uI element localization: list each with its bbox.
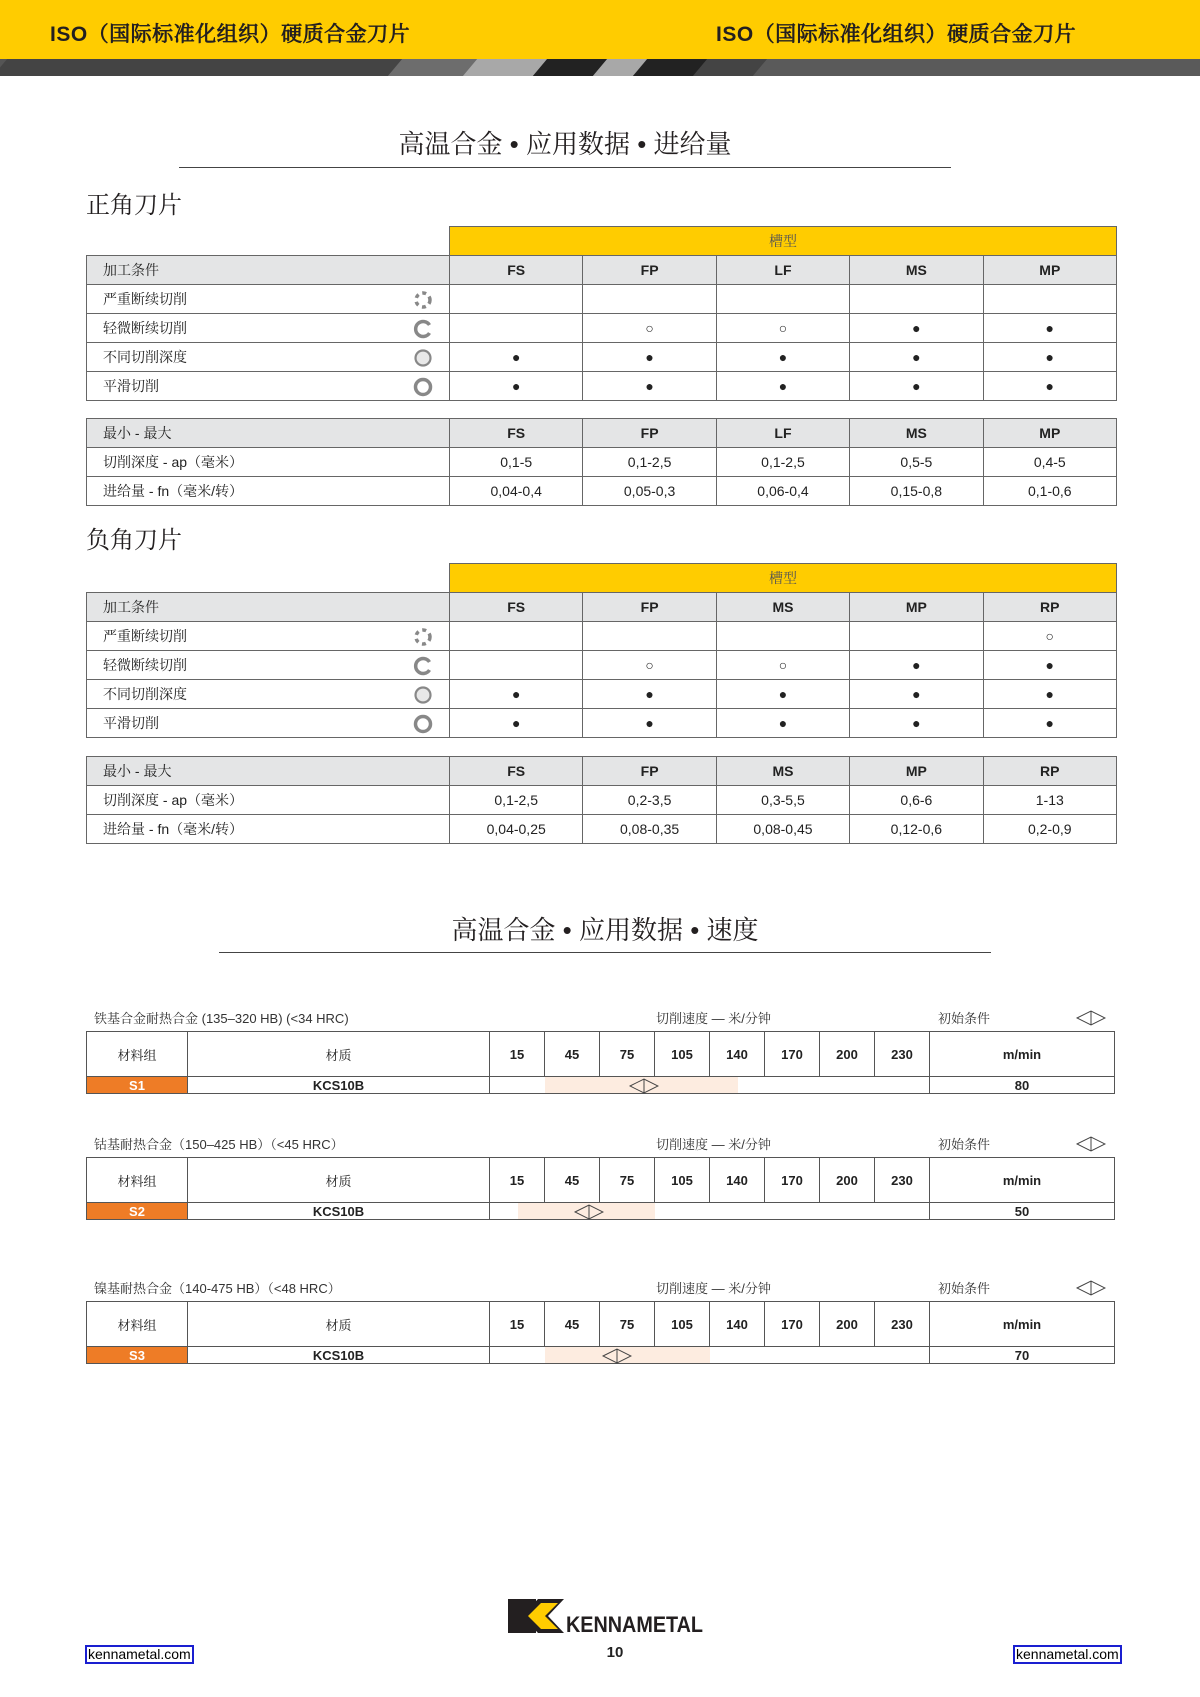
range-value: 0,04-0,4 bbox=[450, 477, 583, 506]
varying-depth-cut-icon bbox=[413, 348, 433, 368]
speed-tick: 170 bbox=[765, 1032, 820, 1077]
range-value: 0,5-5 bbox=[850, 448, 983, 477]
suitability-cell: ● bbox=[983, 709, 1116, 738]
negative-inserts-title: 负角刀片 bbox=[86, 527, 182, 554]
speed-tick: 200 bbox=[820, 1032, 875, 1077]
range-header: 最小 - 最大 bbox=[87, 419, 450, 448]
start-condition-diamond-icon bbox=[1076, 1280, 1106, 1296]
column-header: FP bbox=[583, 593, 716, 622]
suitability-cell: ● bbox=[850, 372, 983, 401]
start-speed-diamond-icon bbox=[574, 1204, 604, 1220]
suitability-cell: ● bbox=[850, 651, 983, 680]
material-title: 钴基耐热合金（150–425 HB）（<45 HRC） bbox=[94, 1137, 344, 1152]
conditions-header: 加工条件 bbox=[87, 256, 450, 285]
range-label: 进给量 - fn（毫米/转） bbox=[87, 477, 450, 506]
column-header: MP bbox=[983, 256, 1116, 285]
positive-conditions-table bbox=[86, 226, 1117, 401]
group-header: 材料组 bbox=[87, 1032, 188, 1077]
condition-row bbox=[87, 343, 1117, 372]
column-header: RP bbox=[983, 593, 1116, 622]
condition-row bbox=[87, 651, 1117, 680]
heavy-interrupted-cut-icon bbox=[413, 290, 433, 310]
suitability-cell: ● bbox=[583, 709, 716, 738]
speed-table bbox=[86, 1031, 1115, 1094]
speed-tick: 75 bbox=[600, 1032, 655, 1077]
feed-section-title: 高温合金 • 应用数据 • 进给量 bbox=[398, 129, 732, 159]
column-header: FP bbox=[583, 256, 716, 285]
speed-tick: 15 bbox=[490, 1032, 545, 1077]
column-header: RP bbox=[983, 757, 1116, 786]
suitability-cell: ● bbox=[716, 343, 849, 372]
speed-tick: 105 bbox=[655, 1032, 710, 1077]
smooth-cut-icon bbox=[413, 714, 433, 734]
grade-header: 材质 bbox=[188, 1302, 490, 1347]
group-header: 材料组 bbox=[87, 1302, 188, 1347]
suitability-cell bbox=[850, 622, 983, 651]
suitability-cell: ● bbox=[850, 709, 983, 738]
speed-tick: 200 bbox=[820, 1158, 875, 1203]
speed-tick: 45 bbox=[545, 1158, 600, 1203]
range-row bbox=[87, 448, 1117, 477]
range-value: 0,1-0,6 bbox=[983, 477, 1116, 506]
speed-range-bar bbox=[490, 1347, 930, 1364]
speed-caption: 切削速度 — 米/分钟 bbox=[656, 1281, 771, 1296]
column-header: FP bbox=[583, 757, 716, 786]
range-value: 0,2-3,5 bbox=[583, 786, 716, 815]
suitability-cell: ○ bbox=[983, 622, 1116, 651]
range-value: 0,4-5 bbox=[983, 448, 1116, 477]
suitability-cell: ● bbox=[716, 709, 849, 738]
negative-conditions-table bbox=[86, 563, 1117, 738]
column-header: MS bbox=[850, 419, 983, 448]
speed-tick: 170 bbox=[765, 1158, 820, 1203]
smooth-cut-icon bbox=[413, 377, 433, 397]
suitability-cell bbox=[583, 622, 716, 651]
header-title-left: ISO（国际标准化组织）硬质合金刀片 bbox=[50, 23, 411, 46]
condition-label: 不同切削深度 bbox=[103, 686, 187, 702]
svg-text:KENNAMETAL: KENNAMETAL bbox=[566, 1612, 703, 1637]
grade-header: 材质 bbox=[188, 1032, 490, 1077]
suitability-cell: ● bbox=[983, 343, 1116, 372]
suitability-cell: ● bbox=[983, 680, 1116, 709]
heavy-interrupted-cut-icon bbox=[413, 627, 433, 647]
conditions-header: 加工条件 bbox=[87, 593, 450, 622]
suitability-cell bbox=[450, 314, 583, 343]
column-header: FP bbox=[583, 419, 716, 448]
start-caption: 初始条件 bbox=[938, 1011, 991, 1026]
condition-row bbox=[87, 314, 1117, 343]
range-value: 0,08-0,35 bbox=[583, 815, 716, 844]
positive-range-table bbox=[86, 418, 1117, 506]
suitability-cell: ● bbox=[450, 343, 583, 372]
column-header: FS bbox=[450, 256, 583, 285]
speed-tick: 45 bbox=[545, 1032, 600, 1077]
condition-label: 不同切削深度 bbox=[103, 349, 187, 365]
range-value: 0,12-0,6 bbox=[850, 815, 983, 844]
speed-tick: 140 bbox=[710, 1302, 765, 1347]
suitability-cell: ○ bbox=[716, 314, 849, 343]
suitability-cell bbox=[450, 622, 583, 651]
range-value: 0,6-6 bbox=[850, 786, 983, 815]
speed-tick: 170 bbox=[765, 1302, 820, 1347]
start-caption: 初始条件 bbox=[938, 1137, 991, 1152]
suitability-cell bbox=[450, 651, 583, 680]
column-header: MP bbox=[850, 757, 983, 786]
suitability-cell: ○ bbox=[583, 314, 716, 343]
column-header: FS bbox=[450, 419, 583, 448]
speed-caption: 切削速度 — 米/分钟 bbox=[656, 1137, 771, 1152]
header-bar bbox=[0, 0, 1200, 59]
suitability-cell: ● bbox=[450, 680, 583, 709]
speed-tick: 45 bbox=[545, 1302, 600, 1347]
column-header: LF bbox=[716, 256, 849, 285]
range-value: 0,1-2,5 bbox=[450, 786, 583, 815]
range-value: 0,05-0,3 bbox=[583, 477, 716, 506]
speed-table bbox=[86, 1301, 1115, 1364]
speed-tick: 230 bbox=[875, 1158, 930, 1203]
column-header: MS bbox=[850, 256, 983, 285]
range-value: 0,15-0,8 bbox=[850, 477, 983, 506]
speed-tick: 200 bbox=[820, 1302, 875, 1347]
column-header: FS bbox=[450, 593, 583, 622]
suitability-cell: ● bbox=[983, 651, 1116, 680]
suitability-cell: ● bbox=[850, 314, 983, 343]
footer-link-right[interactable]: kennametal.com bbox=[1013, 1645, 1122, 1664]
condition-label: 严重断续切削 bbox=[103, 291, 187, 307]
range-label: 进给量 - fn（毫米/转） bbox=[87, 815, 450, 844]
range-value: 1-13 bbox=[983, 786, 1116, 815]
suitability-cell: ● bbox=[583, 343, 716, 372]
unit-header: m/min bbox=[930, 1032, 1115, 1077]
speed-tick: 75 bbox=[600, 1302, 655, 1347]
range-value: 0,06-0,4 bbox=[716, 477, 849, 506]
range-value: 0,04-0,25 bbox=[450, 815, 583, 844]
start-speed: 80 bbox=[930, 1077, 1115, 1094]
varying-depth-cut-icon bbox=[413, 685, 433, 705]
speed-tick: 75 bbox=[600, 1158, 655, 1203]
condition-row bbox=[87, 709, 1117, 738]
range-value: 0,08-0,45 bbox=[716, 815, 849, 844]
suitability-cell bbox=[983, 285, 1116, 314]
speed-title-rule bbox=[219, 952, 991, 953]
start-condition-diamond-icon bbox=[1076, 1010, 1106, 1026]
groove-header: 槽型 bbox=[450, 227, 1117, 256]
speed-tick: 105 bbox=[655, 1158, 710, 1203]
speed-tick: 230 bbox=[875, 1302, 930, 1347]
speed-tick: 230 bbox=[875, 1032, 930, 1077]
grade-header: 材质 bbox=[188, 1158, 490, 1203]
start-caption: 初始条件 bbox=[938, 1281, 991, 1296]
material-title: 铁基合金耐热合金 (135–320 HB) (<34 HRC) bbox=[94, 1011, 349, 1026]
range-value: 0,1-2,5 bbox=[716, 448, 849, 477]
condition-label: 严重断续切削 bbox=[103, 628, 187, 644]
suitability-cell bbox=[716, 622, 849, 651]
start-speed: 70 bbox=[930, 1347, 1115, 1364]
suitability-cell: ● bbox=[583, 680, 716, 709]
negative-range-table bbox=[86, 756, 1117, 844]
grade: KCS10B bbox=[188, 1077, 490, 1094]
header-stripe bbox=[0, 59, 1200, 76]
condition-label: 轻微断续切削 bbox=[103, 657, 187, 673]
start-speed-diamond-icon bbox=[602, 1348, 632, 1364]
material-group: S3 bbox=[87, 1347, 188, 1364]
speed-tick: 15 bbox=[490, 1302, 545, 1347]
header-title-right: ISO（国际标准化组织）硬质合金刀片 bbox=[716, 23, 1077, 46]
suitability-cell: ● bbox=[716, 680, 849, 709]
group-header: 材料组 bbox=[87, 1158, 188, 1203]
column-header: MS bbox=[716, 757, 849, 786]
positive-inserts-title: 正角刀片 bbox=[86, 192, 182, 219]
condition-label: 平滑切削 bbox=[103, 378, 159, 394]
page-number: 10 bbox=[606, 1644, 624, 1661]
suitability-cell: ○ bbox=[716, 651, 849, 680]
footer-link-left[interactable]: kennametal.com bbox=[85, 1645, 194, 1664]
condition-row bbox=[87, 372, 1117, 401]
speed-tick: 140 bbox=[710, 1158, 765, 1203]
unit-header: m/min bbox=[930, 1158, 1115, 1203]
range-row bbox=[87, 786, 1117, 815]
condition-label: 轻微断续切削 bbox=[103, 320, 187, 336]
range-value: 0,2-0,9 bbox=[983, 815, 1116, 844]
speed-range-bar bbox=[490, 1077, 930, 1094]
condition-row bbox=[87, 285, 1117, 314]
range-value: 0,1-5 bbox=[450, 448, 583, 477]
suitability-cell: ● bbox=[850, 680, 983, 709]
feed-title-rule bbox=[179, 167, 951, 168]
grade: KCS10B bbox=[188, 1203, 490, 1220]
condition-row bbox=[87, 622, 1117, 651]
column-header: MS bbox=[716, 593, 849, 622]
suitability-cell: ● bbox=[983, 372, 1116, 401]
speed-range-bar bbox=[490, 1203, 930, 1220]
grade: KCS10B bbox=[188, 1347, 490, 1364]
suitability-cell: ● bbox=[850, 343, 983, 372]
range-row bbox=[87, 477, 1117, 506]
column-header: FS bbox=[450, 757, 583, 786]
suitability-cell bbox=[850, 285, 983, 314]
suitability-cell: ● bbox=[716, 372, 849, 401]
speed-table bbox=[86, 1157, 1115, 1220]
suitability-cell: ● bbox=[983, 314, 1116, 343]
suitability-cell: ● bbox=[583, 372, 716, 401]
speed-caption: 切削速度 — 米/分钟 bbox=[656, 1011, 771, 1026]
suitability-cell bbox=[583, 285, 716, 314]
range-label: 切削深度 - ap（毫米） bbox=[87, 448, 450, 477]
suitability-cell: ○ bbox=[583, 651, 716, 680]
material-group: S1 bbox=[87, 1077, 188, 1094]
range-header: 最小 - 最大 bbox=[87, 757, 450, 786]
speed-tick: 15 bbox=[490, 1158, 545, 1203]
column-header: LF bbox=[716, 419, 849, 448]
material-group: S2 bbox=[87, 1203, 188, 1220]
light-interrupted-cut-icon bbox=[413, 656, 433, 676]
material-title: 镍基耐热合金（140-475 HB）（<48 HRC） bbox=[94, 1281, 341, 1296]
suitability-cell bbox=[450, 285, 583, 314]
column-header: MP bbox=[850, 593, 983, 622]
range-value: 0,3-5,5 bbox=[716, 786, 849, 815]
light-interrupted-cut-icon bbox=[413, 319, 433, 339]
range-value: 0,1-2,5 bbox=[583, 448, 716, 477]
suitability-cell: ● bbox=[450, 372, 583, 401]
range-row bbox=[87, 815, 1117, 844]
condition-label: 平滑切削 bbox=[103, 715, 159, 731]
condition-row bbox=[87, 680, 1117, 709]
range-label: 切削深度 - ap（毫米） bbox=[87, 786, 450, 815]
start-speed-diamond-icon bbox=[629, 1078, 659, 1094]
groove-header: 槽型 bbox=[450, 564, 1117, 593]
kennametal-logo bbox=[508, 1597, 708, 1637]
speed-tick: 140 bbox=[710, 1032, 765, 1077]
unit-header: m/min bbox=[930, 1302, 1115, 1347]
speed-section-title: 高温合金 • 应用数据 • 速度 bbox=[451, 915, 759, 945]
speed-tick: 105 bbox=[655, 1302, 710, 1347]
suitability-cell bbox=[716, 285, 849, 314]
start-condition-diamond-icon bbox=[1076, 1136, 1106, 1152]
suitability-cell: ● bbox=[450, 709, 583, 738]
column-header: MP bbox=[983, 419, 1116, 448]
start-speed: 50 bbox=[930, 1203, 1115, 1220]
